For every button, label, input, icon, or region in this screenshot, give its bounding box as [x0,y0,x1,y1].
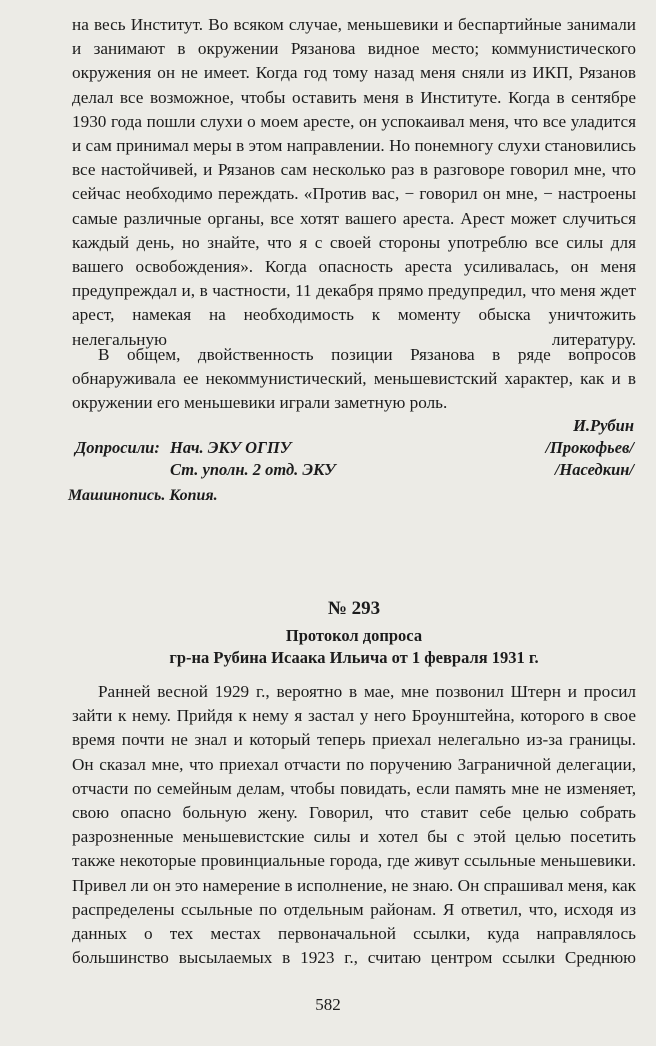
copy-note: Машинопись. Копия. [68,487,218,504]
document-number: № 293 [327,598,381,619]
signature-rubin: И.Рубин [573,416,634,435]
interrogator-1-role: Нач. ЭКУ ОГПУ [170,438,292,457]
paragraph-1: на весь Институт. Во всяком случае, меньшевики и беспартийные занимали и занимают в окружении Рязанова видное место; коммунистического окружения он не имеет. Когда год тому назад меня сняли из ИКП, Рязанов делал все возможное, чтобы оставить меня в Институте. Когда в сентябре 1930 года пошли слухи о моем аресте, он успокаивал меня, что все уладится и сам принимал меры в этом направлении. Но понемногу слухи становились все настойчивей, и Рязанов сам несколько раз в разговоре говорил мне, что сейчас необходимо переждать. «Против вас, − говорил он мне, − настроены самые различные органы, все хотят вашего ареста. Арест может случиться каждый день, но знайте, что я с своей стороны употреблю все силы для вашего освобождения». Когда опасность ареста усиливалась, он меня предупреждал и, в частности, 11 декабря прямо предупредил, что меня ждет арест, намекая на необходимость к моменту обыска уничтожить нелегальную литературу. [72,15,636,349]
document-title-line-2: гр-на Рубина Исаака Ильича от 1 февраля 1931 г. [169,648,539,667]
paragraph-2: В общем, двойственность позиции Рязанова в ряде вопросов обнаруживала ее некоммунистический, меньшевистский характер, как и в окружении его меньшевики играли заметную роль. [72,345,636,413]
page-number: 582 [315,995,341,1014]
interrogator-2-name: /Наседкин/ [554,460,634,479]
document-title-line-1: Протокол допроса [285,626,423,645]
paragraph-3: Ранней весной 1929 г., вероятно в мае, мне позвонил Штерн и просил зайти к нему. Прийдя к нему я застал у него Броунштейна, которого в свое время почти не знал и который теперь приехал нелегально из-за границы. Он сказал мне, что приехал отчасти по поручению Заграничной делегации, отчасти по семейным делам, чтобы повидать, если память мне не изменяет, свою опасно больную жену. Говорил, что ставит себе целью собрать разрозненные меньшевистские силы и хотел бы с этой целью посетить также некоторые провинциальные города, где живут ссыльные меньшевики. Привел ли он это намерение в исполнение, не знаю. Он спрашивал меня, как распределены ссыльные по отдельным районам. Я ответил, что, исходя из данных о тех местах первоначальной ссылки, куда направлялось большинство высылаемых в 1923 г., считаю центром ссылки Среднюю [72,682,636,968]
interrogators-label: Допросили: [75,438,160,457]
interrogator-1-name: /Прокофьев/ [545,438,634,457]
interrogator-2-role: Ст. уполн. 2 отд. ЭКУ [170,460,336,479]
